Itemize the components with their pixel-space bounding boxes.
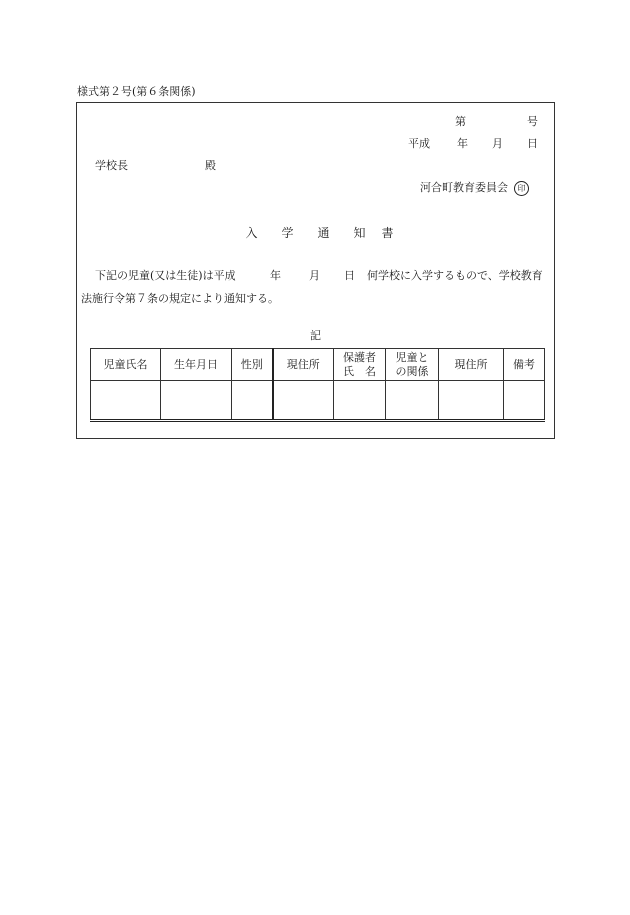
body-line1-day: 日 [344, 269, 355, 282]
date-day: 日 [527, 137, 538, 150]
cell-birthdate [161, 381, 232, 421]
number-prefix: 第 [455, 115, 466, 128]
title-char: 書 [381, 226, 394, 240]
record-mark: 記 [310, 329, 321, 342]
col-header-birthdate: 生年月日 [161, 349, 232, 381]
body-line1-year: 年 [270, 269, 281, 282]
title-char: 入 [245, 226, 258, 240]
col-header-name: 児童氏名 [91, 349, 161, 381]
table-header-row [91, 349, 545, 381]
col-header-remarks: 備考 [504, 349, 545, 381]
honorific: 殿 [205, 159, 216, 172]
cell-name [91, 381, 161, 421]
cell-gender [232, 381, 273, 421]
cell-relation [386, 381, 439, 421]
issuer-name: 河合町教育委員会 [420, 181, 508, 194]
title-char: 知 [353, 226, 366, 240]
col-header-guardian-address: 現住所 [439, 349, 504, 381]
cell-guardian-address [439, 381, 504, 421]
col-header-gender: 性別 [232, 349, 273, 381]
issuer [420, 179, 529, 196]
notice-frame [76, 102, 555, 439]
cell-guardian [334, 381, 386, 421]
addressee: 学校長 [95, 159, 128, 172]
document-title [77, 224, 554, 241]
seal-icon: 印 [514, 181, 529, 196]
date-era: 平成 [408, 137, 430, 150]
form-number-label: 様式第２号(第６条関係) [77, 85, 196, 98]
col-header-address: 現住所 [273, 349, 334, 381]
cell-address [273, 381, 334, 421]
title-char: 学 [281, 226, 294, 240]
table-row [91, 381, 545, 421]
cell-remarks [504, 381, 545, 421]
col-header-guardian: 保護者 氏 名 [334, 349, 386, 381]
title-char: 通 [317, 226, 330, 240]
body-line1-month: 月 [309, 269, 320, 282]
col-header-relation: 児童と の関係 [386, 349, 439, 381]
body-line1-text: 下記の児童(又は生徒)は平成 [95, 269, 236, 282]
student-table [90, 348, 545, 422]
body-line1-school: 何学校に入学するもので、学校教育 [367, 269, 543, 282]
number-suffix: 号 [527, 115, 538, 128]
body-line2-text: 法施行令第７条の規定により通知する。 [81, 292, 279, 305]
date-month: 月 [492, 137, 503, 150]
date-year: 年 [457, 137, 468, 150]
